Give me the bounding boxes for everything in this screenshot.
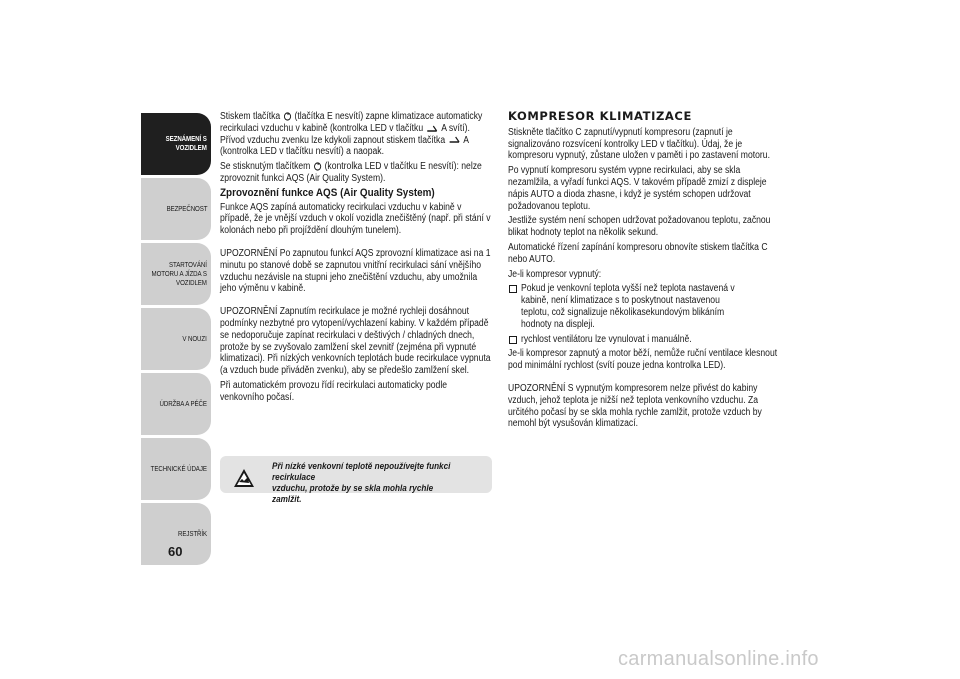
checkbox-bullet-icon — [509, 336, 517, 344]
tab-label: BEZPEČNOST — [166, 205, 207, 213]
paragraph-note-recirculation: UPOZORNĚNÍ Zapnutím recirkulace je možné rychleji dosáhnout podmínky nezbytné pro vytopení/vychlazení kabiny. V každém případě se nedoporučuje zapínat recirkulaci v deštivých / chladných dnech, protože by se zvyšovalo zamlžení skel zevnitř (zejména při vypnuté klimatizaci). Při nízkých venkovních teplotách bude recirkulace vypnuta (a vzduch bude přiváděn zvenku), aby se předešlo zamlžení skel. — [220, 306, 491, 377]
tab-v-nouzi[interactable] — [141, 308, 211, 370]
tab-technicke-udaje[interactable] — [141, 438, 211, 500]
section-heading-kompresor: KOMPRESOR KLIMATIZACE — [508, 109, 692, 123]
right-column — [508, 111, 786, 433]
paragraph-compressor-off-intro: Je-li kompresor vypnutý: — [508, 268, 602, 280]
tab-bezpecnost[interactable] — [141, 178, 211, 240]
paragraph-aqs: Funkce AQS zapíná automaticky recirkulaci vzduchu v kabině v případě, že je vnější vzduch v okolí vozidla znečištěný (např. při stání v kolonách nebo při projíždění dlouhým tunelem). — [220, 201, 491, 237]
tab-label: V NOUZI — [182, 335, 207, 343]
recirculation-icon — [314, 162, 322, 171]
tab-label: ÚDRŽBA A PÉČE — [159, 400, 207, 408]
paragraph-note-aqs: UPOZORNĚNÍ Po zapnutou funkcí AQS zprovozní klimatizace asi na 1 minutu po stanové době se zapnutou vnitřní recirkulaci sání vnějšího vzduchu nezávisle na stupni jeho znečištění vzduchu, aby umožnila jeho výměnu v kabině. — [220, 247, 491, 295]
paragraph-compressor-off: Po vypnutí kompresoru systém vypne recirkulaci, aby se skla nezamlžila, a vyřadí funkci AQS. V takovém případě zmizí z displeje nápis AUTO a dioda zhasne, i když je systém schopen udržovat požadovanou teplotu. — [508, 165, 767, 212]
left-column — [220, 111, 492, 407]
tab-startovani[interactable] — [141, 243, 211, 305]
chapter-sidebar — [141, 113, 211, 568]
paragraph-recirculation-aqs: Se stisknutým tlačítkem (kontrolka LED v tlačítku E nesvítí): nelze zprovoznit funkci AQS (Air Quality System). — [220, 161, 482, 184]
list-item: rychlost ventilátoru lze vynulovat i manuálně. — [508, 334, 786, 349]
list-item: Pokud je venkovní teplota vyšší než teplota nastavená v kabině, není klimatizace s to poskytnout nastavenou teplotu, což signalizuje několikasekundovým blikáním hodnoty na displeji. — [508, 283, 786, 333]
section-heading-aqs: Zprovoznění funkce AQS (Air Quality System) — [220, 186, 435, 199]
outside-air-icon — [448, 135, 460, 144]
paragraph-temp-blink: Jestliže systém není schopen udržovat požadovanou teplotu, začnou blikat hodnoty teplot na několik sekund. — [508, 215, 771, 239]
checkbox-bullet-icon — [509, 285, 517, 293]
warning-triangle-icon — [233, 468, 255, 488]
tab-seznameni-s-vozidlem[interactable] — [141, 113, 211, 175]
tab-label: STARTOVÁNÍ MOTORU A JÍZDA S VOZIDLEM — [151, 261, 207, 287]
paragraph-auto-mode: Při automatickém provozu řídí recirkulaci automaticky podle venkovního počasí. — [220, 379, 448, 403]
paragraph-compressor-toggle: Stiskněte tlačítko C zapnutí/vypnutí kompresoru (zapnutí je signalizováno rozsvícení kontrolky LED v tlačítku). Údaj, že je kompresoru vypnutý, zůstane uložen v paměti i po zastavení motoru. — [508, 126, 770, 162]
paragraph-note-compressor: UPOZORNĚNÍ S vypnutým kompresorem nelze přivést do kabiny vzduch, jehož teplota je nižší než teplota venkovního vzduchu. Za určitého počasí by se skla mohla rychle zamlžit, protože vzduch by nemohl být vysušován klimatizací. — [508, 382, 762, 430]
warning-box — [220, 456, 492, 505]
warning-text: Při nízké venkovní teplotě nepoužívejte funkci recirkulace vzduchu, protože by se skla mohla rychle zamlžit. — [272, 461, 451, 505]
paragraph-compressor-on: Je-li kompresor zapnutý a motor běží, nemůže ruční ventilace klesnout pod minimální rychlost (svítí pouze jedna kontrolka LED). — [508, 348, 778, 372]
recirculation-icon — [283, 112, 291, 121]
watermark: carmanualsonline.info — [618, 648, 819, 670]
tab-udrzba-a-pece[interactable] — [141, 373, 211, 435]
paragraph-recirculation: Stiskem tlačítka (tlačítka E nesvítí) zapne klimatizace automaticky recirkulaci vzduchu v kabině (kontrolka LED v tlačítku A svítí). Přívod vzduchu zvenku lze kdykoli zapnout stiskem tlačítka A (kontrolka LED v tlačítku nesvítí) a naopak. — [220, 111, 483, 158]
paragraph-auto-restore: Automatické řízení zapínání kompresoru obnovíte stiskem tlačítka C nebo AUTO. — [508, 241, 768, 265]
tab-label: SEZNÁMENÍ S VOZIDLEM — [165, 136, 207, 152]
tab-label: TECHNICKÉ ÚDAJE — [150, 465, 207, 473]
page-number: 60 — [168, 544, 183, 559]
outside-air-icon — [426, 124, 438, 133]
tab-label: REJSTŘÍK — [177, 530, 207, 538]
